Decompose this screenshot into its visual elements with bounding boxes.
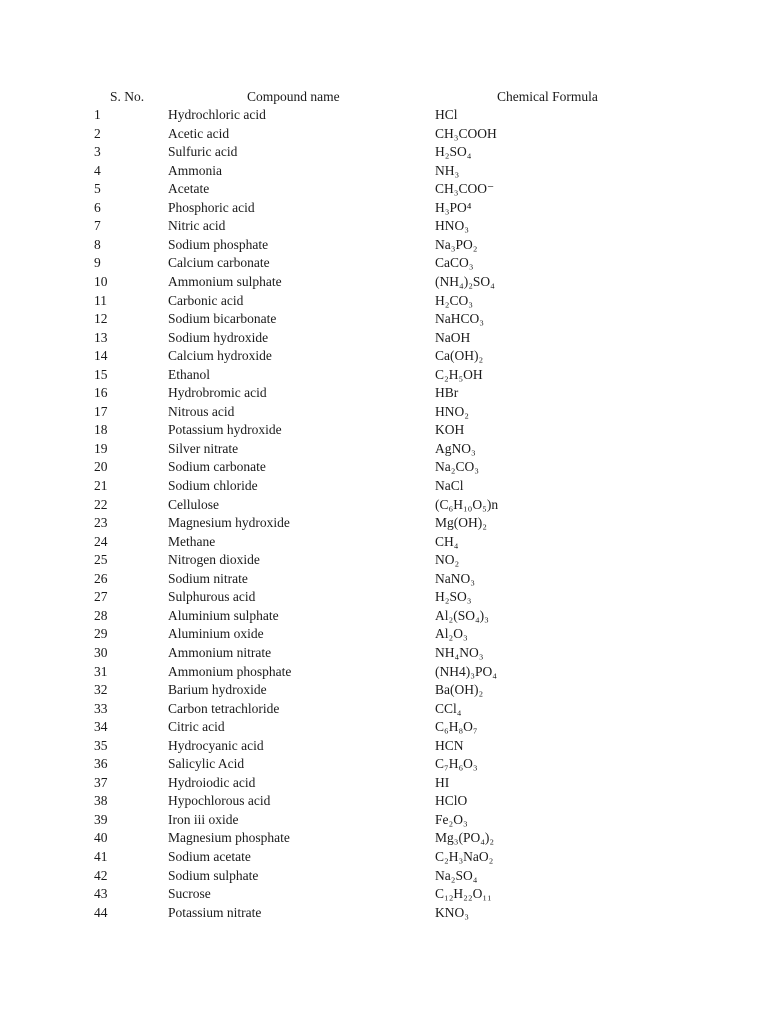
header-compound-name: Compound name (247, 89, 340, 104)
compound-name: Sulfuric acid (168, 144, 238, 160)
compound-name: Hydrochloric acid (168, 107, 266, 122)
table-row (0, 904, 768, 923)
table-row (0, 329, 768, 348)
table-row (0, 533, 768, 552)
table-row (0, 718, 768, 737)
row-number: 36 (94, 756, 108, 772)
row-number: 6 (94, 199, 101, 215)
row-number: 40 (94, 830, 108, 846)
chemical-formula: H₂SO₄ (435, 144, 472, 160)
chemical-formula: CH₃COO⁻ (435, 181, 495, 197)
row-number: 22 (94, 496, 108, 512)
row-number: 28 (94, 607, 108, 623)
compound-name: Aluminium oxide (168, 626, 264, 642)
compound-name: Barium hydroxide (168, 682, 267, 698)
table-row (0, 774, 768, 793)
compound-name: Sodium bicarbonate (168, 311, 277, 327)
compound-name: Nitrous acid (168, 403, 235, 419)
chemical-formula: C₂H₅OH (435, 366, 483, 382)
row-number: 3 (94, 144, 101, 160)
chemical-formula: (C₆H₁₀O₅)n (435, 496, 499, 512)
chemical-formula: AgNO₃ (435, 440, 476, 456)
table-row (0, 663, 768, 682)
compound-name: Magnesium phosphate (168, 830, 290, 846)
compound-name: Sodium sulphate (168, 867, 259, 883)
table-row (0, 885, 768, 904)
compound-name: Calcium carbonate (168, 255, 270, 271)
row-number: 18 (94, 422, 108, 438)
row-number: 8 (94, 236, 101, 252)
compound-name: Hydrocyanic acid (168, 737, 264, 753)
chemical-formula: Na₃PO₂ (435, 236, 478, 252)
row-number: 25 (94, 552, 108, 568)
compound-name: Hypochlorous acid (168, 793, 271, 809)
row-number: 2 (94, 125, 101, 141)
table-row (0, 292, 768, 311)
row-number: 16 (94, 385, 108, 401)
row-number: 23 (94, 515, 108, 531)
chemical-formula: HNO₃ (435, 218, 469, 234)
table-row (0, 440, 768, 459)
row-number: 44 (94, 904, 108, 920)
table-row (0, 403, 768, 422)
chemical-formula: KNO₃ (435, 904, 469, 920)
chemical-formula: Al₂O₃ (435, 626, 468, 642)
compound-name: Carbon tetrachloride (168, 700, 280, 716)
chemical-formula: HNO₂ (435, 403, 469, 419)
chemical-formula: Mg(OH)₂ (435, 515, 487, 531)
row-number: 12 (94, 311, 108, 327)
row-number: 30 (94, 644, 108, 660)
row-number: 15 (94, 366, 108, 382)
chemical-formula: H₃PO⁴ (435, 199, 472, 215)
row-number: 38 (94, 793, 108, 809)
chemical-formula: HI (435, 774, 450, 790)
compound-name: Potassium nitrate (168, 904, 262, 920)
row-number: 10 (94, 273, 108, 289)
compound-name: Aluminium sulphate (168, 607, 279, 623)
chemical-formula: NO₂ (435, 552, 460, 568)
chemical-formula: NH₃ (435, 162, 460, 178)
row-number: 1 (94, 107, 101, 122)
compound-name: Sodium nitrate (168, 570, 248, 586)
row-number: 35 (94, 737, 108, 753)
row-number: 11 (94, 292, 107, 308)
row-number: 17 (94, 403, 108, 419)
chemical-formula: NaCl (435, 478, 464, 493)
compound-name: Magnesium hydroxide (168, 515, 290, 531)
compound-name: Sodium carbonate (168, 459, 266, 475)
compound-name: Nitrogen dioxide (168, 552, 260, 568)
table-row (0, 236, 768, 255)
compound-name: Hydroiodic acid (168, 774, 256, 790)
header-sno: S. No. (110, 89, 145, 104)
table-row (0, 106, 768, 125)
table-row (0, 681, 768, 700)
table-row (0, 755, 768, 774)
chemical-formula: Na₂CO₃ (435, 459, 479, 475)
compound-name: Nitric acid (168, 218, 226, 234)
compound-name: Ammonium nitrate (168, 644, 272, 660)
table-row (0, 551, 768, 570)
chemical-formula: (NH₄)₂SO₄ (435, 273, 495, 289)
row-number: 39 (94, 811, 108, 827)
table-row (0, 514, 768, 533)
table-row (0, 347, 768, 366)
compound-name: Acetic acid (168, 125, 230, 141)
compound-name: Cellulose (168, 496, 219, 512)
row-number: 37 (94, 774, 108, 790)
table-row (0, 273, 768, 292)
row-number: 7 (94, 218, 101, 234)
table-row (0, 737, 768, 756)
row-number: 9 (94, 255, 101, 271)
table-row (0, 162, 768, 181)
chemical-formula: Fe₂O₃ (435, 811, 468, 827)
chemical-formula: NaNO₃ (435, 570, 475, 586)
table-row (0, 384, 768, 403)
row-number: 14 (94, 348, 108, 364)
row-number: 20 (94, 459, 108, 475)
compound-name: Citric acid (168, 719, 225, 735)
table-row (0, 644, 768, 663)
chemical-formula: HCl (435, 107, 458, 122)
row-number: 13 (94, 329, 108, 345)
chemical-formula: H₂CO₃ (435, 292, 473, 308)
chemical-formula: HBr (435, 385, 459, 401)
table-row (0, 607, 768, 626)
chemical-formula: CH₃COOH (435, 125, 497, 141)
table-row (0, 125, 768, 144)
table-row (0, 366, 768, 385)
chemical-formula: C₁₂H₂₂O₁₁ (435, 886, 492, 902)
chemical-formula: Mg₃(PO₄)₂ (435, 830, 495, 846)
table-row (0, 254, 768, 273)
table-row (0, 570, 768, 589)
row-number: 33 (94, 700, 108, 716)
table-row (0, 310, 768, 329)
row-number: 34 (94, 719, 108, 735)
compound-name: Sodium hydroxide (168, 329, 269, 345)
table-row (0, 143, 768, 162)
row-number: 42 (94, 867, 108, 883)
compound-name: Sodium acetate (168, 849, 251, 864)
chemical-formula: Al₂(SO₄)₃ (435, 607, 489, 623)
row-number: 26 (94, 570, 108, 586)
chemical-formula: C₇H₆O₃ (435, 756, 478, 772)
compound-name: Acetate (168, 181, 210, 197)
table-row (0, 588, 768, 607)
chemical-formula: (NH4)₃PO₄ (435, 663, 497, 679)
chemical-formula: C₆H₈O₇ (435, 719, 478, 735)
compound-name: Ammonium sulphate (168, 273, 282, 289)
table-header (0, 88, 768, 107)
table-row (0, 811, 768, 830)
chemical-formula: Ba(OH)₂ (435, 682, 484, 698)
compound-name: Sodium phosphate (168, 236, 269, 252)
compound-name: Salicylic Acid (168, 756, 245, 772)
compound-name: Sulphurous acid (168, 589, 256, 605)
row-number: 27 (94, 589, 108, 605)
compound-name: Methane (168, 533, 216, 549)
compound-name: Silver nitrate (168, 440, 239, 456)
row-number: 41 (94, 849, 108, 864)
compound-name: Ethanol (168, 366, 210, 382)
chemical-formula: CH₄ (435, 533, 459, 549)
table-row (0, 477, 768, 496)
table-row (0, 217, 768, 236)
compound-name: Sucrose (168, 886, 211, 902)
table-row (0, 458, 768, 477)
row-number: 24 (94, 533, 108, 549)
chemical-formula: HClO (435, 793, 468, 809)
row-number: 32 (94, 682, 108, 698)
row-number: 5 (94, 181, 101, 197)
chemical-formula: Na₂SO₄ (435, 867, 478, 883)
header-chemical-formula: Chemical Formula (497, 89, 598, 104)
row-number: 29 (94, 626, 108, 642)
row-number: 19 (94, 440, 108, 456)
compound-name: Potassium hydroxide (168, 422, 282, 438)
compound-name: Calcium hydroxide (168, 348, 272, 364)
chemical-formula: HCN (435, 737, 464, 753)
table-row (0, 848, 768, 867)
chemical-formula: KOH (435, 422, 465, 438)
row-number: 4 (94, 162, 101, 178)
table-row (0, 625, 768, 644)
chemical-formula: CaCO₃ (435, 255, 474, 271)
compound-name: Sodium chloride (168, 478, 258, 493)
chemical-formula: NH₄NO₃ (435, 644, 484, 660)
compound-name: Hydrobromic acid (168, 385, 267, 401)
table-row (0, 496, 768, 515)
compound-name: Ammonia (168, 162, 222, 178)
table-row (0, 421, 768, 440)
table-row (0, 867, 768, 886)
row-number: 31 (94, 663, 108, 679)
table-row (0, 829, 768, 848)
chemical-formula: Ca(OH)₂ (435, 348, 484, 364)
table-row (0, 700, 768, 719)
chemical-formula: H₂SO₃ (435, 589, 472, 605)
compound-name: Iron iii oxide (168, 811, 239, 827)
compound-name: Ammonium phosphate (168, 663, 292, 679)
table-row (0, 199, 768, 218)
row-number: 43 (94, 886, 108, 902)
chemical-formula: CCl₄ (435, 700, 462, 716)
table-row (0, 792, 768, 811)
chemical-formula: NaHCO₃ (435, 311, 484, 327)
chemical-formula: C₂H₃NaO₂ (435, 849, 494, 864)
row-number: 21 (94, 478, 108, 493)
compound-name: Carbonic acid (168, 292, 244, 308)
table-row (0, 180, 768, 199)
chemical-formula: NaOH (435, 329, 471, 345)
compound-name: Phosphoric acid (168, 199, 255, 215)
